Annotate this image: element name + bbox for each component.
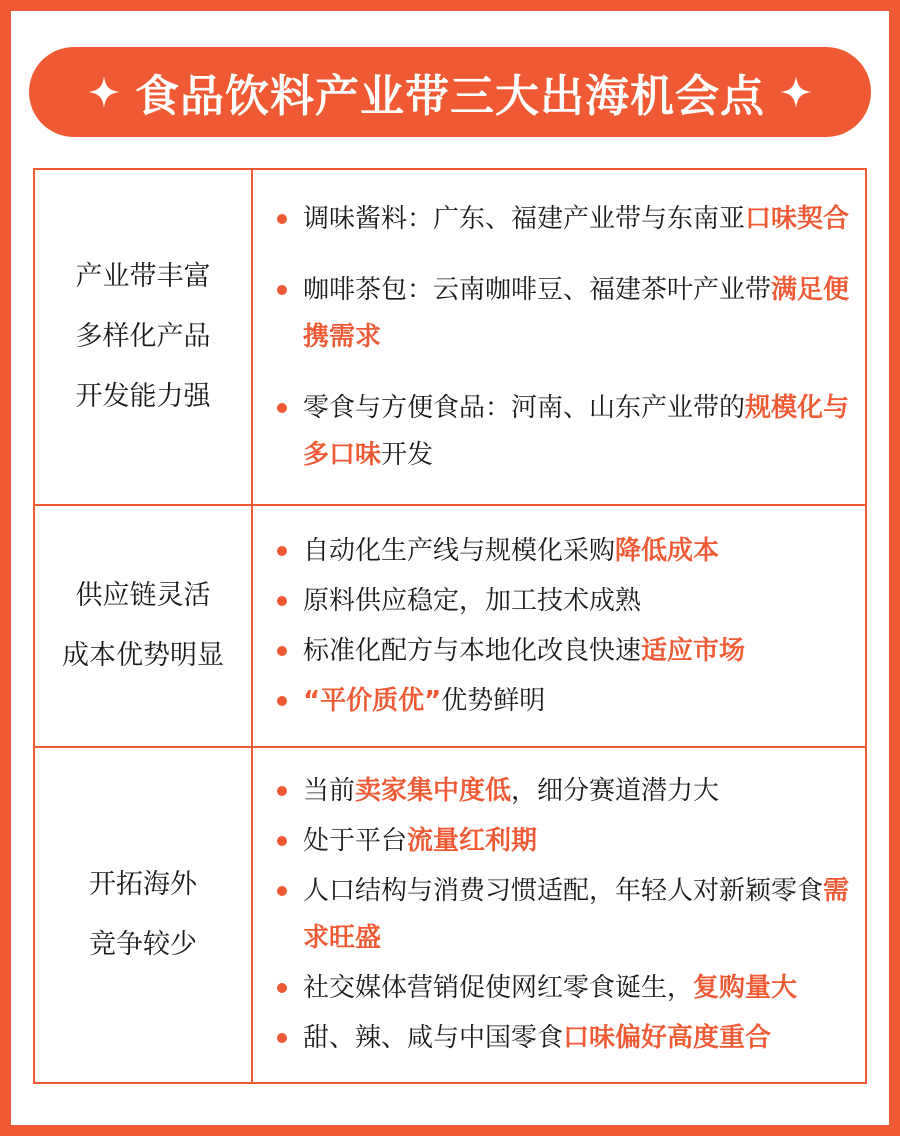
highlight-text: 口味契合 xyxy=(745,203,850,234)
heading-line: 多样化产品 xyxy=(75,321,211,352)
bullet-dot-icon xyxy=(277,214,287,224)
list-item: 原料供应稳定，加工技术成熟 xyxy=(275,578,855,625)
highlight-text: 满足便携需求 xyxy=(303,274,850,352)
highlight-text: 复购量大 xyxy=(693,973,798,1003)
table-row xyxy=(34,169,866,505)
heading-line: 竞争较少 xyxy=(89,929,197,960)
highlight-text: 流量红利期 xyxy=(407,826,538,856)
highlight-text: 需求旺盛 xyxy=(303,876,850,953)
bullet-dot-icon xyxy=(277,546,287,556)
heading-line: 开发能力强 xyxy=(75,381,211,412)
row-heading xyxy=(34,747,252,1083)
list-item: 当前卖家集中度低，细分赛道潜力大 xyxy=(275,768,855,815)
heading-line: 产业带丰富 xyxy=(75,261,211,292)
bullet-dot-icon xyxy=(277,285,287,295)
highlight-text: 规模化与多口味 xyxy=(303,392,850,470)
table-row xyxy=(34,747,866,1083)
list-item: 社交媒体营销促使网红零食诞生，复购量大 xyxy=(275,965,855,1012)
row-content xyxy=(252,169,866,505)
highlight-text: 适应市场 xyxy=(641,635,746,666)
highlight-text: 降低成本 xyxy=(615,535,720,566)
bullet-dot-icon xyxy=(277,1033,287,1043)
bullet-dot-icon xyxy=(277,596,287,606)
four-point-star-icon xyxy=(779,75,813,109)
highlight-text: 口味偏好高度重合 xyxy=(563,1023,772,1053)
heading-line: 供应链灵活 xyxy=(75,580,211,611)
table-row xyxy=(34,505,866,747)
row-content xyxy=(252,505,866,747)
list-item: 甜、辣、咸与中国零食口味偏好高度重合 xyxy=(275,1015,855,1062)
page-title: 食品饮料产业带三大出海机会点 xyxy=(135,71,765,122)
bullet-dot-icon xyxy=(277,836,287,846)
list-item: 自动化生产线与规模化采购降低成本 xyxy=(275,528,855,575)
list-item: 人口结构与消费习惯适配，年轻人对新颖零食需求旺盛 xyxy=(275,868,855,962)
bullet-dot-icon xyxy=(277,886,287,896)
list-item: 零食与方便食品：河南、山东产业带的规模化与多口味开发 xyxy=(275,385,855,479)
bullet-dot-icon xyxy=(277,403,287,413)
list-item: 处于平台流量红利期 xyxy=(275,818,855,865)
highlight-text: 卖家集中度低 xyxy=(355,776,512,806)
list-item: 标准化配方与本地化改良快速适应市场 xyxy=(275,628,855,675)
list-item: 咖啡茶包：云南咖啡豆、福建茶叶产业带满足便携需求 xyxy=(275,267,855,361)
bullet-dot-icon xyxy=(277,646,287,656)
heading-line: 开拓海外 xyxy=(89,869,197,900)
title-banner xyxy=(29,47,871,137)
list-item: 调味酱料：广东、福建产业带与东南亚口味契合 xyxy=(275,196,855,243)
row-content xyxy=(252,747,866,1083)
bullet-dot-icon xyxy=(277,983,287,993)
infographic-canvas xyxy=(11,11,889,1125)
highlight-text: “平价质优” xyxy=(303,685,442,716)
list-item: “平价质优”优势鲜明 xyxy=(275,678,855,725)
four-point-star-icon xyxy=(87,75,121,109)
row-heading xyxy=(34,169,252,505)
bullet-dot-icon xyxy=(277,786,287,796)
row-heading xyxy=(34,505,252,747)
bullet-dot-icon xyxy=(277,696,287,706)
heading-line: 成本优势明显 xyxy=(62,640,224,671)
opportunity-table xyxy=(33,168,867,1084)
